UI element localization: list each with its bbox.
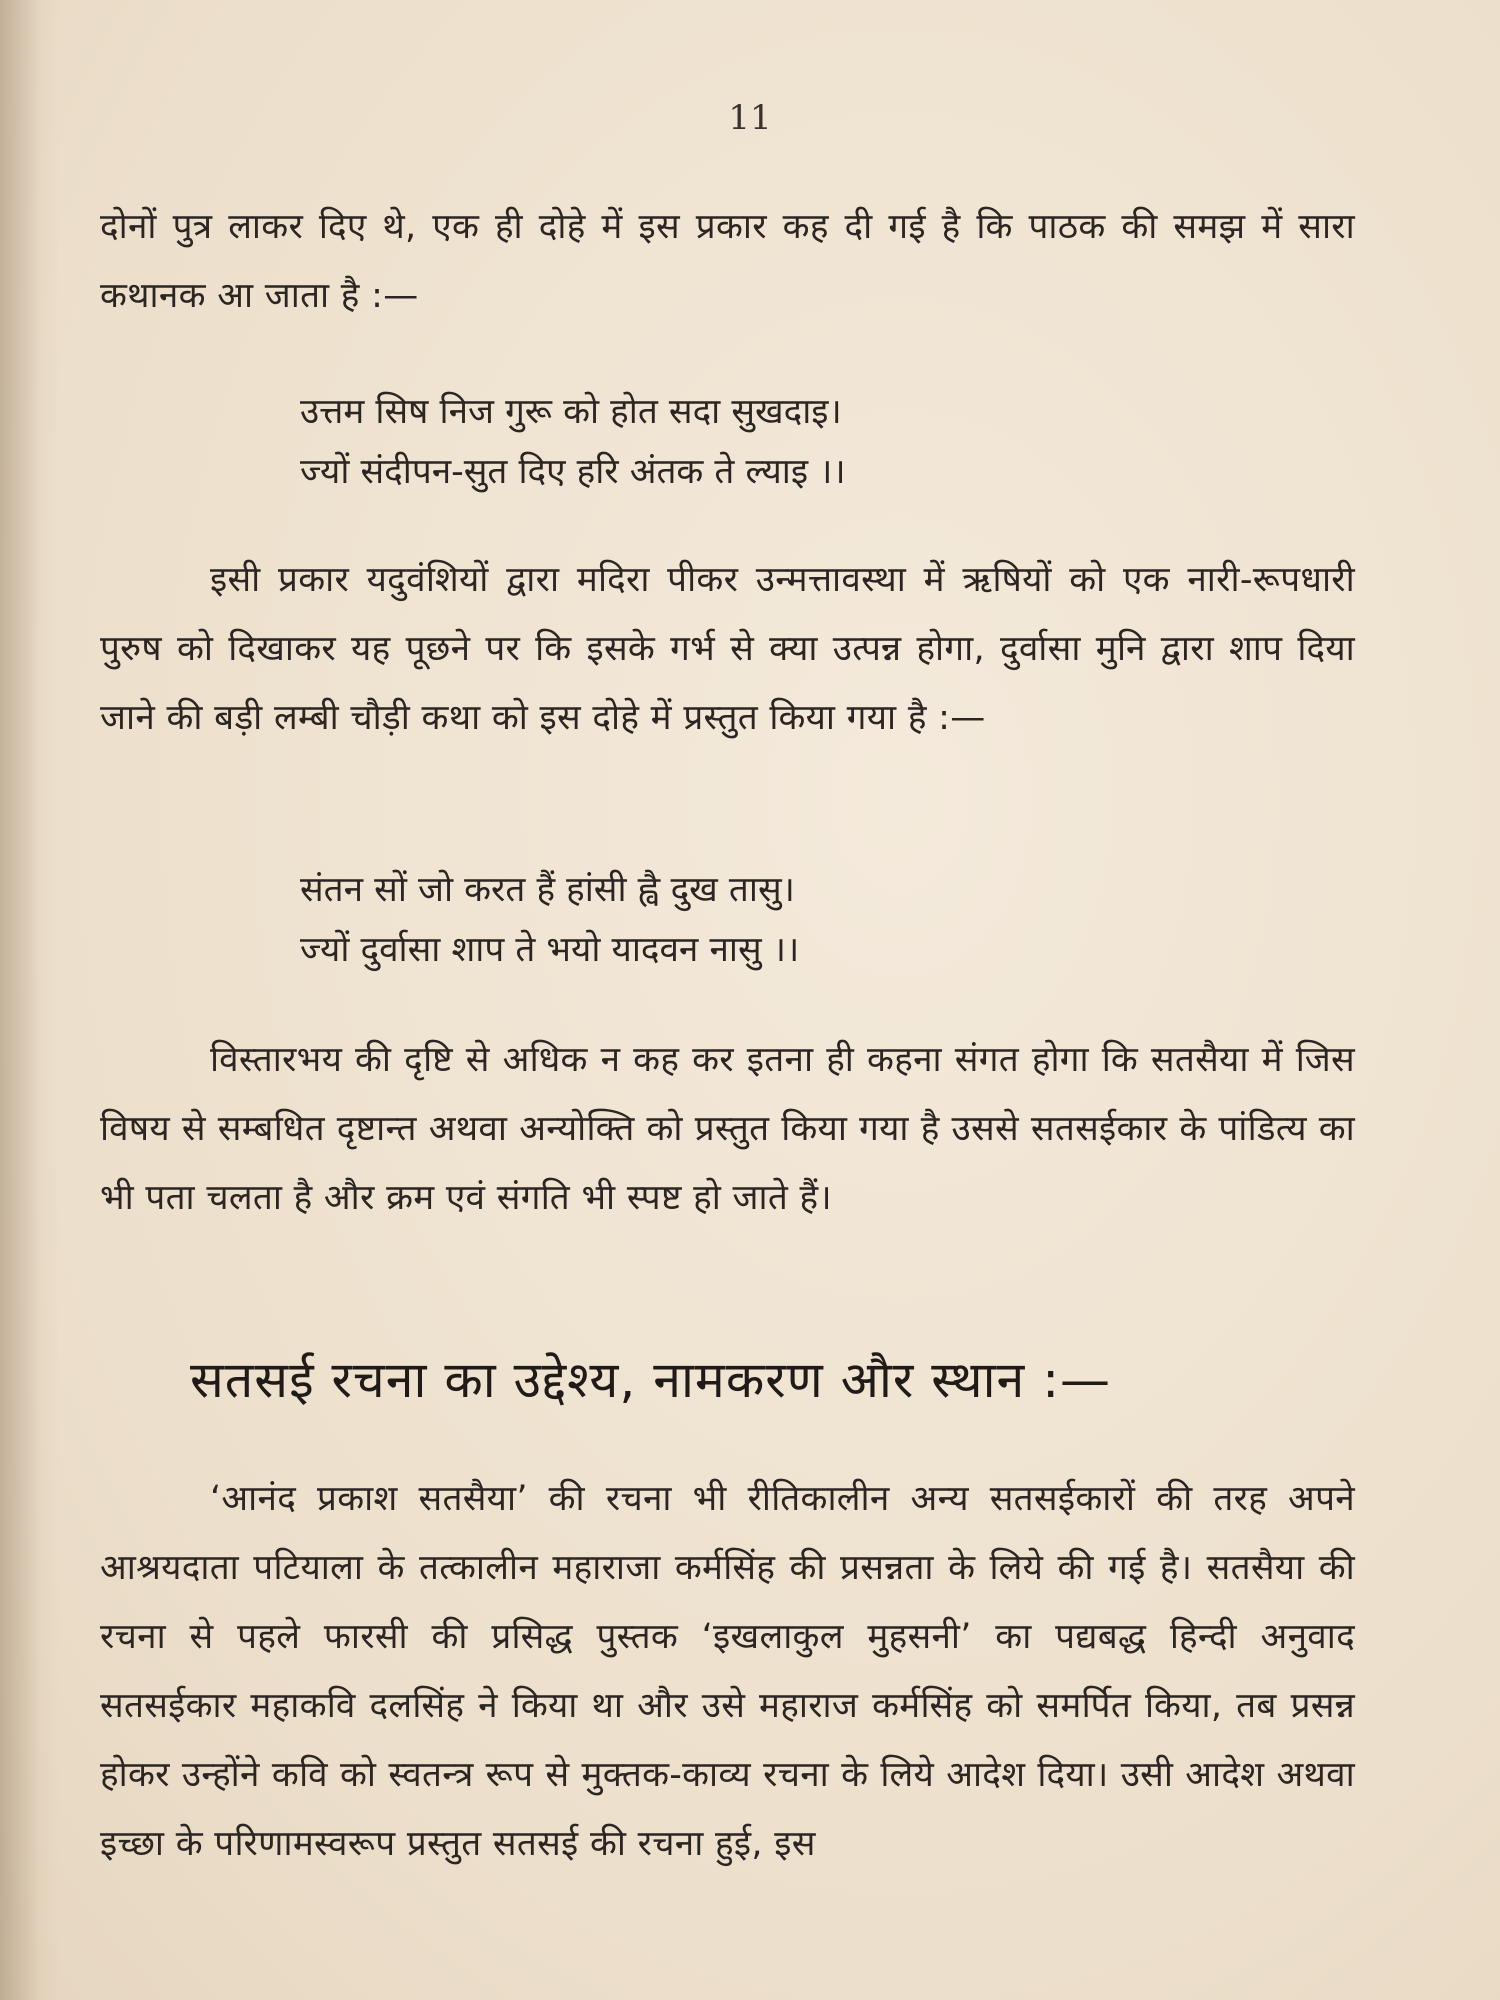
paragraph-4: ‘आनंद प्रकाश सतसैया’ की रचना भी रीतिकालीन अन्य सतसईकारों की तरह अपने आश्रयदाता पटियाला के तत्कालीन महाराजा कर्मसिंह की प्रसन्नता के लिये की गई है। सतसैया की रचना से पहले फारसी की प्रसिद्ध पुस्तक ‘इखलाकुल मुहसनी’ का पद्यबद्ध हिन्दी अनुवाद सतसईकार महाकवि दलसिंह ने किया था और उसे महाराज कर्मसिंह को समर्पित किया, तब प्रसन्न होकर उन्होंने कवि को स्वतन्त्र रूप से मुक्तक-काव्य रचना के लिये आदेश दिया। उसी आदेश अथवा इच्छा के परिणामस्वरूप प्रस्तुत सतसई की रचना हुई, इस bbox=[100, 1479, 1355, 1864]
verse-1-line-2: ज्यों संदीपन-सुत दिए हरि अंतक ते ल्याइ ।। bbox=[300, 452, 846, 492]
section-heading: सतसई रचना का उद्देश्य, नामकरण और स्थान :— bbox=[190, 1351, 1112, 1409]
gutter-shadow bbox=[0, 0, 40, 2000]
paragraph-3: विस्तारभय की दृष्टि से अधिक न कह कर इतना ही कहना संगत होगा कि सतसैया में जिस विषय से सम्बधित दृष्टान्त अथवा अन्योक्ति को प्रस्तुत किया गया है उससे सतसईकार के पांडित्य का भी पता चलता है और क्रम एवं संगति भी स्पष्ट हो जाते हैं। bbox=[100, 1040, 1355, 1218]
verse-2-line-1: संतन सों जो करत हैं हांसी ह्वै दुख तासु। bbox=[300, 870, 795, 910]
verse-2 bbox=[300, 860, 1200, 980]
page-number: 11 bbox=[728, 98, 772, 138]
paragraph-1: दोनों पुत्र लाकर दिए थे, एक ही दोहे में इस प्रकार कह दी गई है कि पाठक की समझ में सारा कथानक आ जाता है :— bbox=[100, 207, 1355, 316]
paragraph-2: इसी प्रकार यदुवंशियों द्वारा मदिरा पीकर उन्मत्तावस्था में ऋषियों को एक नारी-रूपधारी पुरुष को दिखाकर यह पूछने पर कि इसके गर्भ से क्या उत्पन्न होगा, दुर्वासा मुनि द्वारा शाप दिया जाने की बड़ी लम्बी चौड़ी कथा को इस दोहे में प्रस्तुत किया गया है :— bbox=[100, 560, 1355, 738]
verse-1-line-1: उत्तम सिष निज गुरू को होत सदा सुखदाइ। bbox=[300, 392, 842, 432]
verse-2-line-2: ज्यों दुर्वासा शाप ते भयो यादवन नासु ।। bbox=[300, 930, 800, 970]
verse-1 bbox=[300, 382, 1200, 502]
